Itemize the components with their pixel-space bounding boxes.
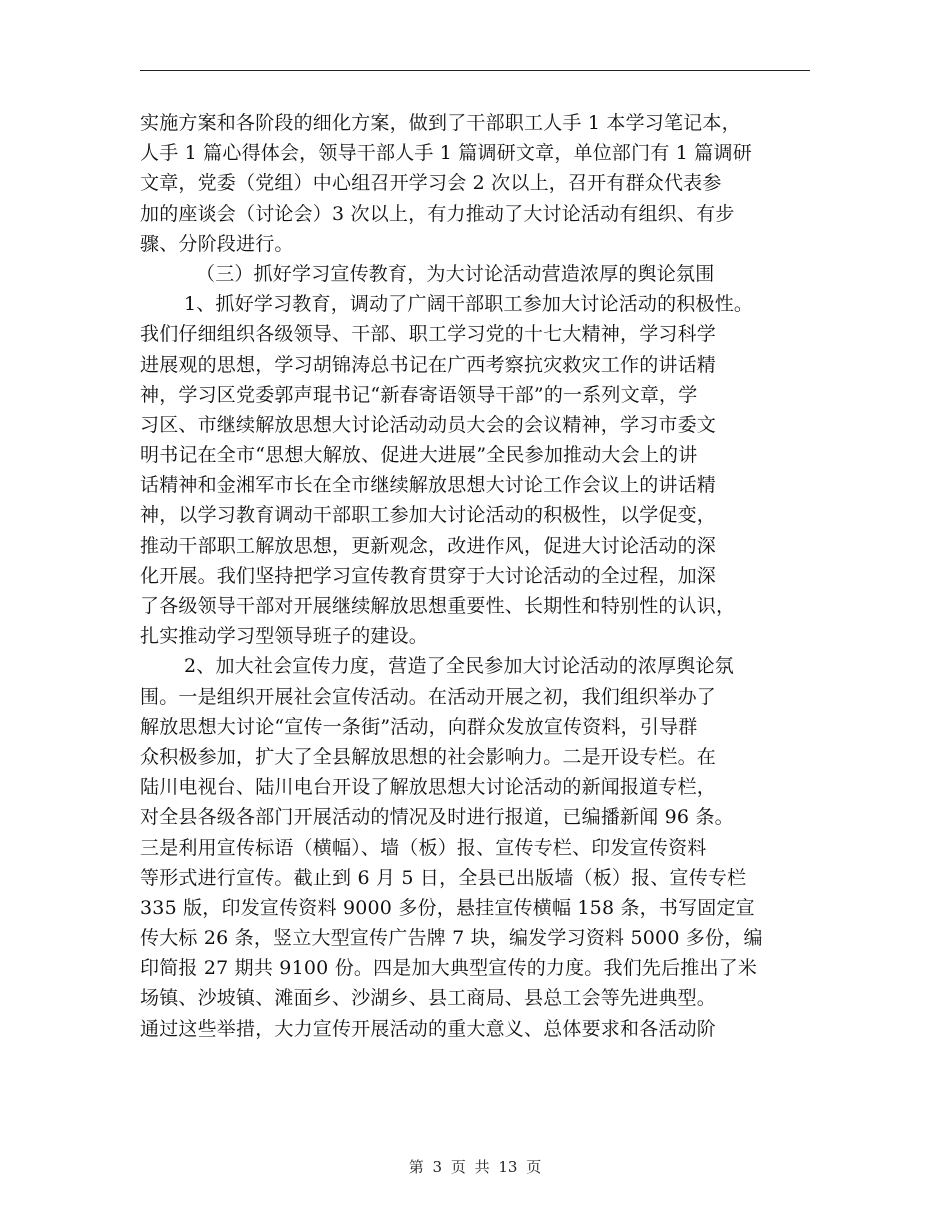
text-line: 话精神和金湘军市长在全市继续解放思想大讨论工作会议上的讲话精 [140,474,717,497]
text-line: 等形式进行宣传。截止到 6 月 5 日，全县已出版墙（板）报、宣传专栏 [140,866,747,889]
text-line: 陆川电视台、陆川电台开设了解放思想大讨论活动的新闻报道专栏， [140,776,717,799]
text-line: 明书记在全市“思想大解放、促进大进展”全民参加推动大会上的讲 [140,444,698,467]
text-line: 加的座谈会（讨论会）3 次以上，有力推动了大讨论活动有组织、有步 [140,202,735,225]
page-number: 第 3 页 共 13 页 [408,1158,542,1176]
document-body [140,108,830,1044]
text-line: 众积极参加，扩大了全县解放思想的社会影响力。二是开设专栏。在 [140,745,717,768]
header-rule [140,70,810,71]
text-line: 围。一是组织开展社会宣传活动。在活动开展之初，我们组织举办了 [140,685,717,708]
text-line: 实施方案和各阶段的细化方案，做到了干部职工人手 1 本学习笔记本， [140,112,741,134]
paragraph-first-line: 1、抓好学习教育，调动了广阔干部职工参加大讨论活动的积极性。 [184,293,754,316]
text-line: 对全县各级各部门开展活动的情况及时进行报道，已编播新闻 96 条。 [140,806,734,829]
text-line: 推动干部职工解放思想，更新观念，改进作风，促进大讨论活动的深 [140,534,717,557]
text-line: 335 版，印发宣传资料 9000 多份，悬挂宣传横幅 158 条，书写固定宣 [140,896,755,919]
text-line: 解放思想大讨论“宣传一条街”活动，向群众发放宣传资料，引导群 [140,715,698,738]
text-line: 神，以学习教育调动干部职工参加大讨论活动的积极性，以学促变， [140,504,717,527]
text-line: 进展观的思想，学习胡锦涛总书记在广西考察抗灾救灾工作的讲话精 [140,353,717,376]
paragraph-first-line: 2、加大社会宣传力度，营造了全民参加大讨论活动的浓厚舆论氛 [184,655,734,678]
text-line: 文章，党委（党组）中心组召开学习会 2 次以上，召开有群众代表参 [140,172,722,195]
text-line: 习区、市继续解放思想大讨论活动动员大会的会议精神，学习市委文 [140,413,717,436]
section-heading: （三）抓好学习宣传教育，为大讨论活动营造浓厚的舆论氛围 [196,262,715,285]
text-line: 我们仔细组织各级领导、干部、职工学习党的十七大精神，学习科学 [140,323,717,346]
text-line: 通过这些举措，大力宣传开展活动的重大意义、总体要求和各活动阶 [140,1017,717,1040]
text-line: 场镇、沙坡镇、滩面乡、沙湖乡、县工商局、县总工会等先进典型。 [140,987,717,1010]
text-line: 人手 1 篇心得体会，领导干部人手 1 篇调研文章，单位部门有 1 篇调研 [140,142,752,165]
text-line: 化开展。我们坚持把学习宣传教育贯穿于大讨论活动的全过程，加深 [140,564,717,587]
text-line: 了各级领导干部对开展继续解放思想重要性、长期性和特别性的认识， [140,595,736,617]
text-line: 扎实推动学习型领导班子的建设。 [140,625,429,648]
text-line: 神，学习区党委郭声琨书记“新春寄语领导干部”的一系列文章，学 [140,383,698,406]
text-line: 传大标 26 条，竖立大型宣传广告牌 7 块，编发学习资料 5000 多份，编 [140,927,763,950]
text-line: 三是利用宣传标语（横幅）、墙（板）报、宣传专栏、印发宣传资料 [140,836,707,859]
text-line: 骤、分阶段进行。 [140,232,294,255]
text-line: 印简报 27 期共 9100 份。四是加大典型宣传的力度。我们先后推出了米 [140,957,758,980]
